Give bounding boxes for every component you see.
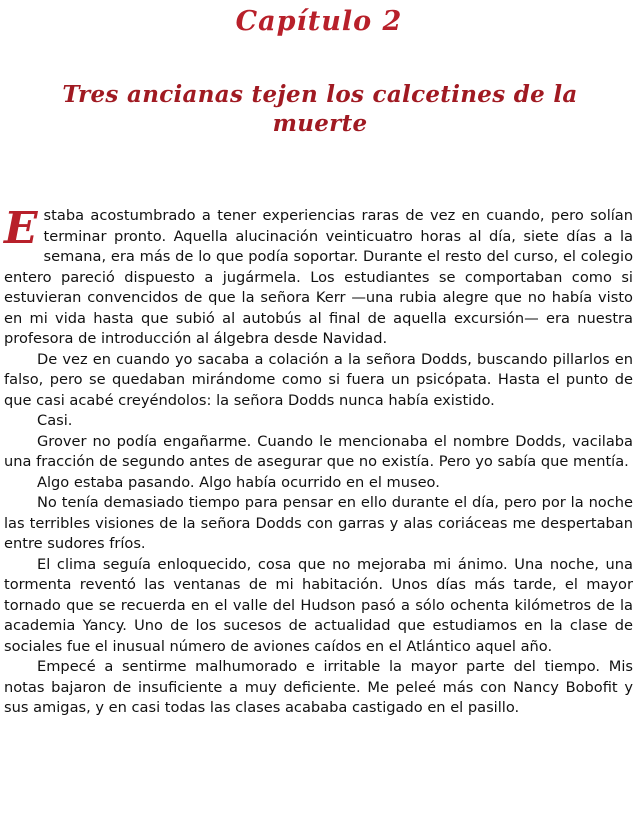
paragraph: Empecé a sentirme malhumorado e irritable la mayor parte del tiempo. Mis notas bajaron de insuficiente a muy deficiente. Me peleé más con Nancy Bobofit y sus amigas, y en casi todas las clases acababa castigado en el pasillo. — [4, 658, 633, 716]
paragraph-text: staba acostumbrado a tener experiencias raras de vez en cuando, pero solían terminar pronto. Aquella alucinación veinticuatro horas al día, siete días a la semana, era más de lo que podía soportar. Durante el resto del curso, el colegio entero pareció dispuesto a jugármela. Los estudiantes se comportaban como si estuvieran convencidos de que la señora Kerr —una rubia alegre que no había visto en mi vida hasta que subió al autobús al final de aquella excursión— era nuestra profesora de introducción al álgebra desde Navidad. — [4, 207, 633, 347]
chapter-title: Tres ancianas tejen los calcetines de la muerte — [62, 81, 578, 137]
chapter-number: Capítulo 2 — [235, 6, 403, 37]
drop-cap: E — [4, 203, 38, 254]
chapter-body — [4, 203, 633, 719]
paragraph: Grover no podía engañarme. Cuando le mencionaba el nombre Dodds, vacilaba una fracción de segundo antes de asegurar que no existía. Pero yo sabía que mentía. — [4, 432, 633, 470]
paragraph: Casi. — [37, 412, 73, 429]
paragraph: De vez en cuando yo sacaba a colación a la señora Dodds, buscando pillarlos en falso, pero se quedaban mirándome como si fuera un psicópata. Hasta el punto de que casi acabé creyéndolos: la señora Dodds nunca había existido. — [4, 350, 633, 409]
paragraph — [4, 203, 633, 350]
paragraph: Algo estaba pasando. Algo había ocurrido en el museo. — [37, 473, 440, 491]
paragraph: No tenía demasiado tiempo para pensar en ello durante el día, pero por la noche las terribles visiones de la señora Dodds con garras y alas coriáceas me despertaban entre sudores fríos. — [4, 494, 633, 552]
paragraph: El clima seguía enloquecido, cosa que no mejoraba mi ánimo. Una noche, una tormenta reventó las ventanas de mi habitación. Unos días más tarde, el mayor tornado que se recuerda en el valle del Hudson pasó a sólo ochenta kilómetros de la academia Yancy. Uno de los sucesos de actualidad que estudiamos en la clase de sociales fue el inusual número de aviones caídos en el Atlántico aquel año. — [4, 555, 633, 655]
